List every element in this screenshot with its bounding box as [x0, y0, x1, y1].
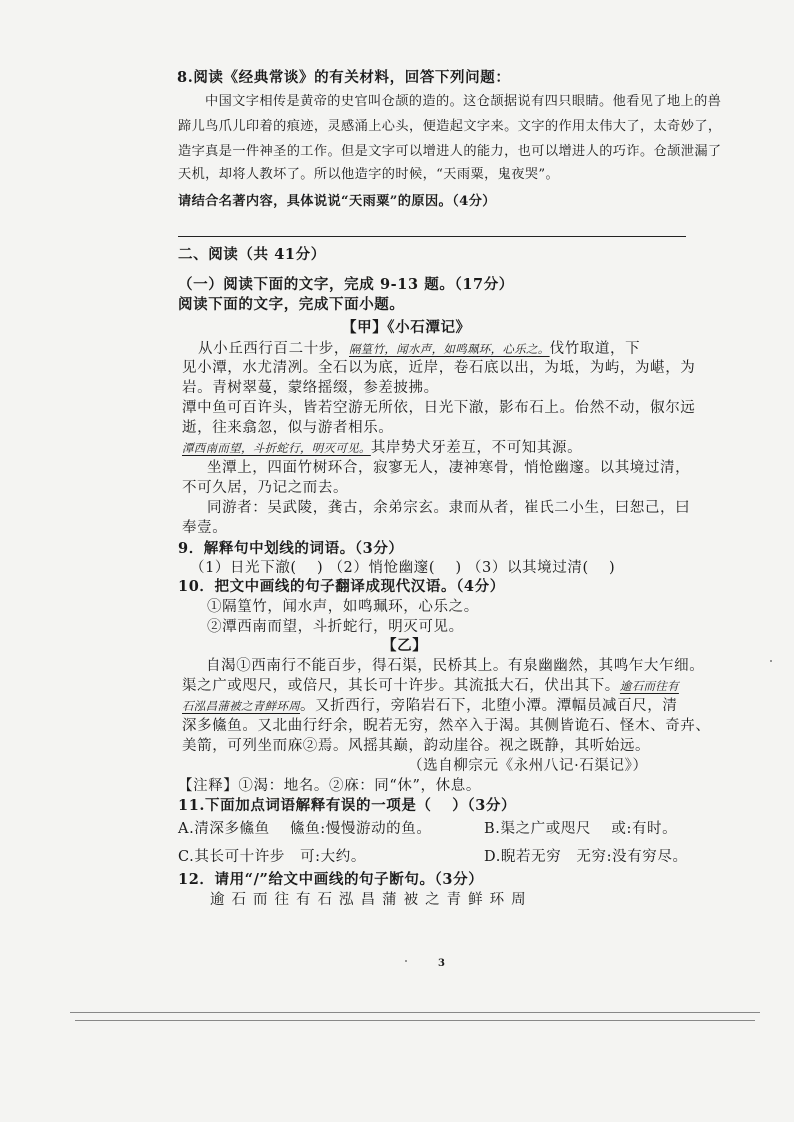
- footer-rule-1: [70, 1012, 760, 1013]
- yi-line-2: [182, 677, 679, 695]
- scan-speck: [770, 660, 772, 662]
- jia-line-1: [198, 340, 640, 358]
- section-2-title: 二、阅读（共 41分）: [178, 246, 326, 263]
- jia-heading: 【甲】《小石潭记》: [342, 319, 471, 336]
- jia-line-2: 见小潭，水尤清冽。全石以为底，近岸，卷石底以出，为坻，为屿，为嵁，为: [182, 360, 696, 376]
- yi-notes: 【注释】①渴：地名。②庥：同“休”，休息。: [178, 778, 481, 794]
- yi-heading: 【乙】: [382, 637, 428, 654]
- q8-paragraph-line-3: 造字真是一件神圣的工作。但是文字可以增进人的能力，也可以增进人的巧诈。仓颉泄漏了: [178, 144, 722, 159]
- yi-source: （选自柳宗元《永州八记·石渠记》）: [408, 758, 648, 774]
- jia-line-5: 逝，往来翕忽，似与游者相乐。: [182, 420, 394, 436]
- yi-underlined-start: 逾石而往有: [619, 679, 679, 693]
- jia-line-6: [182, 439, 582, 457]
- jia-line-9: 同游者：吴武陵，龚古，余弟宗玄。隶而从者，崔氏二小生，曰恕己，曰: [207, 500, 691, 516]
- yi-line-4: 深多鯈鱼。又北曲行纡余，睨若无穷，然卒入于渴。其侧皆诡石、怪木、奇卉、: [182, 718, 711, 734]
- q12-title: 12．请用“/”给文中画线的句子断句。（3分）: [178, 871, 484, 888]
- section-2-sub-2: 阅读下面的文字，完成下面小题。: [178, 296, 405, 313]
- yi-line-1: 自渴①西南行不能百步，得石渠，民桥其上。有泉幽幽然，其鸣乍大乍细。: [206, 658, 705, 674]
- jia-underlined-sentence-2: 潭西南而望，斗折蛇行，明灭可见。: [182, 441, 371, 455]
- jia-underlined-sentence-1: 隔篁竹，闻水声，如鸣珮环，心乐之。: [349, 342, 550, 356]
- q8-prompt: 请结合名著内容，具体说说“天雨粟”的原因。（4分）: [178, 194, 496, 209]
- section-2-sub-1: （一）阅读下面的文字，完成 9-13 题。（17分）: [178, 276, 514, 293]
- yi-line-2-start: 渠之广或咫尺，或倍尺，其长可十许步。其流抵大石，伏出其下。: [182, 678, 620, 694]
- q8-paragraph-line-1: 中国文字相传是黄帝的史官叫仓颉的造的。这仓颉据说有四只眼睛。他看见了地上的兽: [205, 94, 722, 109]
- jia-line-4: 潭中鱼可百许头，皆若空游无所依，日光下澈，影布石上。佁然不动，俶尔远: [182, 400, 696, 416]
- q10-sentence-1: ①隔篁竹，闻水声，如鸣珮环，心乐之。: [207, 599, 479, 615]
- q11-option-c: C.其长可十许步 可:大约。: [178, 849, 366, 865]
- q8-paragraph-line-4: 天机，却将人教坏了。所以他造字的时候，“天雨粟，鬼夜哭”。: [178, 167, 560, 182]
- q11-option-b: B.渠之广或咫尺 或:有时。: [484, 821, 678, 837]
- yi-line-5: 美箭，可列坐而庥②焉。风摇其巅，韵动崖谷。视之既静，其听始远。: [182, 738, 651, 754]
- yi-underlined-end: 石泓昌蒲被之青鲜环周: [182, 699, 300, 713]
- jia-line-10: 奉壹。: [182, 520, 228, 536]
- q9-items: （1）日光下澈( ) （2）悄怆幽邃( ) （3）以其境过清( ): [190, 560, 616, 576]
- q12-sentence: 逾 石 而 往 有 石 泓 昌 蒲 被 之 青 鲜 环 周: [210, 892, 527, 908]
- yi-line-3: [182, 697, 678, 715]
- jia-line-8: 不可久居，乃记之而去。: [182, 480, 349, 496]
- jia-line-3: 岩。青树翠蔓，蒙络摇缀，参差披拂。: [182, 380, 439, 396]
- answer-line: [178, 236, 686, 237]
- jia-line-6-end: 其岸势犬牙差互，不可知其源。: [370, 440, 583, 456]
- jia-line-1-start: 从小丘西行百二十步，: [198, 341, 349, 357]
- q8-paragraph-line-2: 蹄儿鸟爪儿印着的痕迹，灵感涌上心头，便造起文字来。文字的作用太伟大了，太奇妙了，: [178, 119, 722, 134]
- footer-rule-2: [75, 1020, 755, 1021]
- q11-option-a: A.清深多鯈鱼 鯈鱼:慢慢游动的鱼。: [178, 821, 432, 837]
- yi-line-3-end: 。又折西行，旁陷岩石下，北堕小潭。潭幅员减百尺，清: [300, 698, 678, 714]
- q10-sentence-2: ②潭西南而望，斗折蛇行，明灭可见。: [207, 619, 464, 635]
- jia-line-7: 坐潭上，四面竹树环合，寂寥无人，凄神寒骨，悄怆幽邃。以其境过清，: [207, 460, 691, 476]
- q11-title: 11.下面加点词语解释有误的一项是（ ）（3分）: [178, 797, 517, 814]
- q8-title: 8.阅读《经典常谈》的有关材料，回答下列问题：: [177, 69, 511, 86]
- q11-option-d: D.睨若无穷 无穷:没有穷尽。: [484, 849, 688, 865]
- q10-title: 10．把文中画线的句子翻译成现代汉语。（4分）: [178, 578, 505, 595]
- q9-title: 9．解释句中划线的词语。（3分）: [178, 540, 404, 557]
- page-number: 3: [438, 958, 445, 969]
- jia-line-1-end: 伐竹取道，下: [549, 341, 641, 357]
- scan-speck: [405, 960, 407, 962]
